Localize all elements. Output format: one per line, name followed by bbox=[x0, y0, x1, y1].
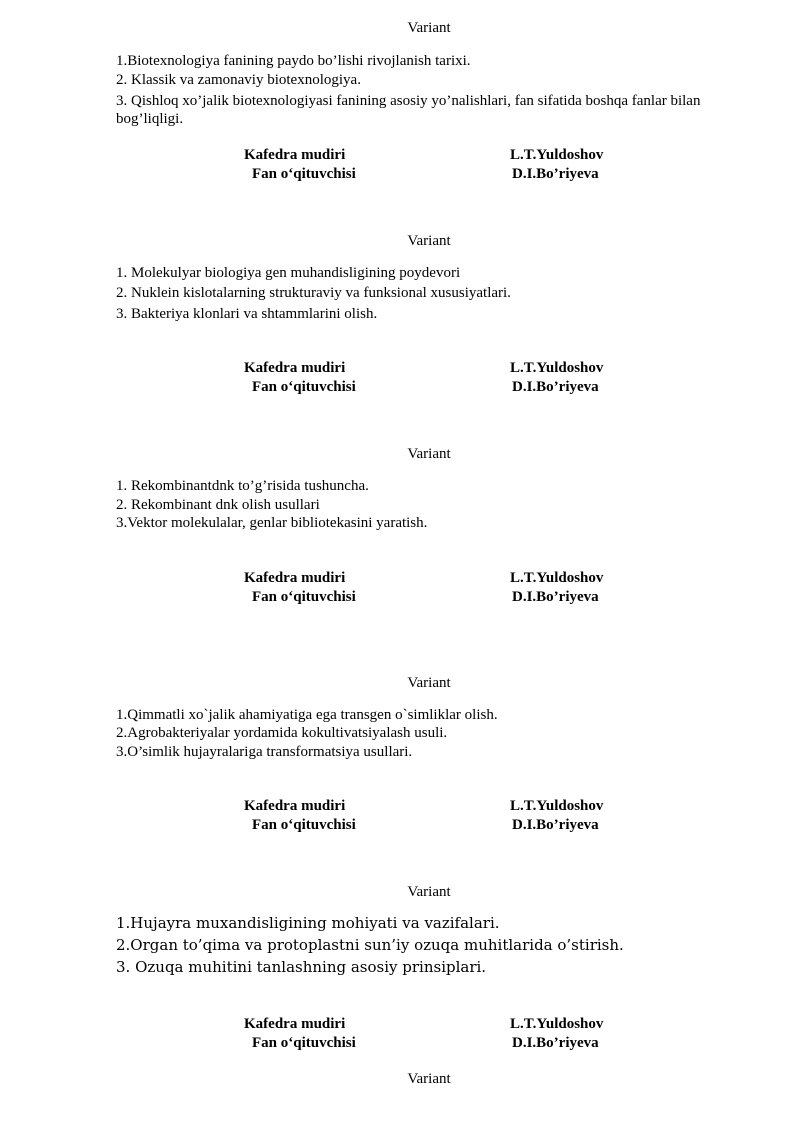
head-of-department-label: Kafedra mudiri bbox=[244, 1016, 346, 1032]
head-of-department-label: Kafedra mudiri bbox=[244, 570, 346, 586]
teacher-label: Fan o‘qituvchisi bbox=[252, 1035, 356, 1051]
variant-title: Variant bbox=[407, 446, 451, 462]
teacher-name: D.I.Bo’riyeva bbox=[512, 1035, 599, 1051]
question-item: 3.Vektor molekulalar, genlar bibliotekasini yaratish. bbox=[116, 515, 428, 531]
head-of-department-label: Kafedra mudiri bbox=[244, 360, 346, 376]
question-item: 1.Qimmatli xo`jalik ahamiyatiga ega transgen o`simliklar olish. bbox=[116, 707, 498, 723]
question-item: 2. Rekombinant dnk olish usullari bbox=[116, 497, 320, 513]
teacher-name: D.I.Bo’riyeva bbox=[512, 589, 599, 605]
question-item: 1. Molekulyar biologiya gen muhandisligining poydevori bbox=[116, 265, 461, 281]
teacher-label: Fan o‘qituvchisi bbox=[252, 379, 356, 395]
head-of-department-name: L.T.Yuldoshov bbox=[510, 798, 604, 814]
variant-title: Variant bbox=[407, 884, 451, 900]
question-item: 3. Bakteriya klonlari va shtammlarini olish. bbox=[116, 306, 378, 322]
head-of-department-name: L.T.Yuldoshov bbox=[510, 570, 604, 586]
question-item: 2. Nuklein kislotalarning strukturaviy va funksional xususiyatlari. bbox=[116, 285, 511, 301]
head-of-department-label: Kafedra mudiri bbox=[244, 798, 346, 814]
head-of-department-name: L.T.Yuldoshov bbox=[510, 147, 604, 163]
question-item: 1.Biotexnologiya fanining paydo bo’lishi rivojlanish tarixi. bbox=[116, 53, 471, 69]
question-item: 3. Ozuqa muhitini tanlashning asosiy prinsiplari. bbox=[116, 958, 487, 976]
teacher-name: D.I.Bo’riyeva bbox=[512, 379, 599, 395]
head-of-department-name: L.T.Yuldoshov bbox=[510, 360, 604, 376]
question-item: 2.Organ to’qima va protoplastni sun’iy ozuqa muhitlarida o’stirish. bbox=[116, 936, 624, 954]
head-of-department-label: Kafedra mudiri bbox=[244, 147, 346, 163]
teacher-name: D.I.Bo’riyeva bbox=[512, 817, 599, 833]
question-item: 2.Agrobakteriyalar yordamida kokultivatsiyalash usuli. bbox=[116, 725, 448, 741]
teacher-name: D.I.Bo’riyeva bbox=[512, 166, 599, 182]
question-item: 2. Klassik va zamonaviy biotexnologiya. bbox=[116, 72, 361, 88]
variant-title: Variant bbox=[407, 233, 451, 249]
teacher-label: Fan o‘qituvchisi bbox=[252, 817, 356, 833]
teacher-label: Fan o‘qituvchisi bbox=[252, 589, 356, 605]
variant-title: Variant bbox=[407, 1071, 451, 1087]
teacher-label: Fan o‘qituvchisi bbox=[252, 166, 356, 182]
question-item: 1. Rekombinantdnk to’g’risida tushuncha. bbox=[116, 478, 369, 494]
question-item: 3. Qishloq xo’jalik biotexnologiyasi fanining asosiy yo’nalishlari, fan sifatida boshqa fanlar bilan bog’liqligi. bbox=[116, 93, 701, 127]
question-item: 3.O’simlik hujayralariga transformatsiya usullari. bbox=[116, 744, 413, 760]
question-item: 1.Hujayra muxandisligining mohiyati va vazifalari. bbox=[116, 914, 500, 932]
variant-title: Variant bbox=[407, 20, 451, 36]
variant-title: Variant bbox=[407, 675, 451, 691]
head-of-department-name: L.T.Yuldoshov bbox=[510, 1016, 604, 1032]
